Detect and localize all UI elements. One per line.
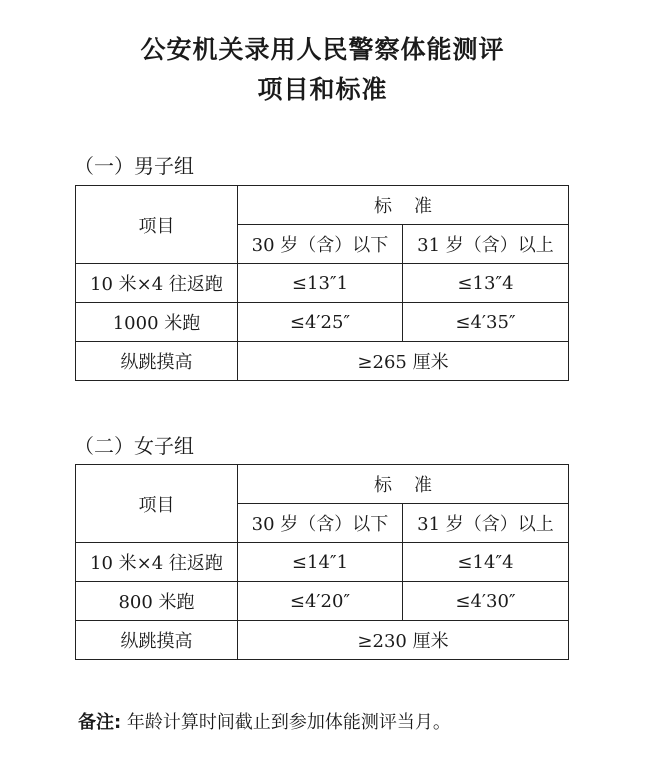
- table-header-row: [76, 465, 569, 504]
- header-item-cell: 项目: [76, 186, 238, 264]
- header-standard-cell: 标准: [238, 465, 569, 504]
- document-title-line-1: 公安机关录用人民警察体能测评: [140, 35, 505, 64]
- footnote-label: 备注:: [78, 712, 122, 733]
- young-value-cell: ≤14″1: [238, 543, 403, 582]
- item-cell: 1000 米跑: [76, 303, 238, 342]
- young-value-cell: ≤4′20″: [238, 582, 403, 621]
- item-cell: 10 米×4 往返跑: [76, 543, 238, 582]
- header-age-young-cell: 30 岁（含）以下: [238, 225, 403, 264]
- table-row: [76, 342, 569, 381]
- all-ages-value-cell: ≥265 厘米: [238, 342, 569, 381]
- table-row: [76, 582, 569, 621]
- item-cell: 纵跳摸高: [76, 342, 238, 381]
- item-cell: 10 米×4 往返跑: [76, 264, 238, 303]
- table-header-row: [76, 186, 569, 225]
- header-item-cell: 项目: [76, 465, 238, 543]
- table-row: [76, 303, 569, 342]
- old-value-cell: ≤13″4: [403, 264, 569, 303]
- footnote-text: 年龄计算时间截止到参加体能测评当月。: [121, 712, 451, 733]
- section-heading-male: （一）男子组: [74, 154, 194, 178]
- footnote: [78, 708, 451, 734]
- young-value-cell: ≤13″1: [238, 264, 403, 303]
- item-cell: 800 米跑: [76, 582, 238, 621]
- table-row: [76, 621, 569, 660]
- young-value-cell: ≤4′25″: [238, 303, 403, 342]
- old-value-cell: ≤14″4: [403, 543, 569, 582]
- old-value-cell: ≤4′30″: [403, 582, 569, 621]
- section-heading-female: （二）女子组: [74, 434, 194, 458]
- table-row: [76, 543, 569, 582]
- header-age-young-cell: 30 岁（含）以下: [238, 504, 403, 543]
- header-age-old-cell: 31 岁（含）以上: [403, 225, 569, 264]
- old-value-cell: ≤4′35″: [403, 303, 569, 342]
- header-standard-cell: 标准: [238, 186, 569, 225]
- document-title-line-2: 项目和标准: [257, 75, 388, 104]
- female-standards-table: [75, 464, 569, 660]
- male-standards-table: [75, 185, 569, 381]
- table-row: [76, 264, 569, 303]
- item-cell: 纵跳摸高: [76, 621, 238, 660]
- all-ages-value-cell: ≥230 厘米: [238, 621, 569, 660]
- header-age-old-cell: 31 岁（含）以上: [403, 504, 569, 543]
